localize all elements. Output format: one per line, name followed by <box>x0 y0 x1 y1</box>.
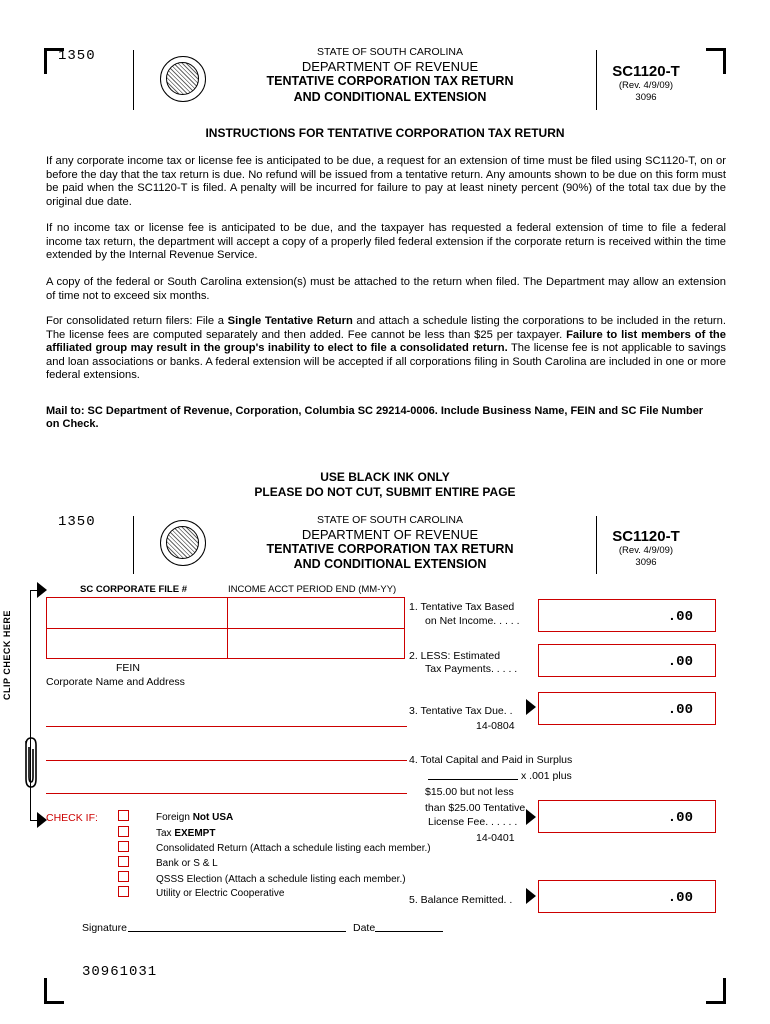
form-code: 3096 <box>635 92 657 103</box>
ink-notice-1: USE BLACK INK ONLY <box>320 470 450 484</box>
instructions-paragraph-4: For consolidated return filers: File a Single Tentative Return and attach a schedule listing the corporations to be included in the return. The license fees are computed separately and then added. Fee cannot be less than $25 per taxpayer. Failure to list members of the affiliated group may result in the group's inability to elect to file a consolidated return. The license fee is not applicable to savings and loan associations or banks. A federal extension will be accepted if all corporations filing in South Carolina are included in one or more federal extensions. <box>46 315 726 382</box>
header2-divider-left <box>133 516 134 574</box>
form-revision-2: (Rev. 4/9/09) <box>618 545 674 556</box>
line3-arrow-icon <box>526 699 536 715</box>
instructions-paragraph-1: If any corporate income tax or license fee is anticipated to be due, a request for an extension of time must be filed using SC1120-T, on or before the day that the tax return is due. No refund will be issued from a tentative return. Any amounts shown to be due on this form must be paid when the SC1120-T is filed. A penalty will be incurred for failure to pay at least ninety percent (90%) of the total tax due by the original due date. <box>46 155 726 208</box>
line1-amount-input[interactable] <box>538 599 716 632</box>
clip-arrow-top-icon <box>37 582 47 598</box>
line2-amount-input[interactable] <box>538 644 716 677</box>
check-if-label: CHECK IF: <box>46 812 98 824</box>
form-code-2: 3096 <box>635 557 657 568</box>
header-divider-right <box>596 50 597 110</box>
line4-label: 4. Total Capital and Paid in Surplus <box>409 754 573 766</box>
line4-amount-input[interactable] <box>538 800 716 833</box>
line3-code: 14-0804 <box>476 720 515 732</box>
date-label: Date <box>353 922 376 934</box>
line5-label: 5. Balance Remitted. . <box>409 894 513 906</box>
form-revision: (Rev. 4/9/09) <box>618 80 674 91</box>
line5-arrow-icon <box>526 888 536 904</box>
corner-mark-top-right <box>706 48 726 74</box>
line3-label: 3. Tentative Tax Due. . <box>409 705 513 717</box>
checkbox-bank[interactable] <box>118 856 129 867</box>
header-title-line2: AND CONDITIONAL EXTENSION <box>293 90 487 104</box>
header2-department: DEPARTMENT OF REVENUE <box>301 527 479 542</box>
header2-state: STATE OF SOUTH CAROLINA <box>316 514 464 526</box>
checkbox-qsss-label: QSSS Election (Attach a schedule listing each member.) <box>156 874 406 885</box>
corner-mark-bottom-right <box>706 978 726 1004</box>
clip-check-label: CLIP CHECK HERE <box>2 610 12 700</box>
address-line-3[interactable] <box>46 793 407 794</box>
header-title-line1: TENTATIVE CORPORATION TAX RETURN <box>266 74 514 88</box>
line1-label: 1. Tentative Tax Based <box>409 601 515 613</box>
mail-to-notice: Mail to: SC Department of Revenue, Corporation, Columbia SC 29214-0006. Include Business Name, FEIN and SC File Number on Check. <box>46 405 704 430</box>
line4-code: 14-0401 <box>476 832 515 844</box>
sc-file-number-input[interactable] <box>46 597 228 629</box>
line4-label-5: License Fee. . . . . . <box>428 816 518 828</box>
fein-input-extension[interactable] <box>227 628 405 659</box>
header-state: STATE OF SOUTH CAROLINA <box>316 46 464 58</box>
header2-title-line1: TENTATIVE CORPORATION TAX RETURN <box>266 542 514 556</box>
paperclip-icon <box>20 735 40 791</box>
fein-label: FEIN <box>116 662 140 674</box>
line4-capital-input-line[interactable] <box>428 779 518 780</box>
checkbox-tax-exempt[interactable] <box>118 826 129 837</box>
line5-cents: .00 <box>667 890 693 906</box>
line3-cents: .00 <box>667 702 693 718</box>
checkbox-utility-label: Utility or Electric Cooperative <box>156 888 285 899</box>
form-code-top: 1350 <box>58 48 96 64</box>
fein-input[interactable] <box>46 628 228 659</box>
signature-label: Signature <box>82 922 127 934</box>
line4-arrow-icon <box>526 809 536 825</box>
line4-cents: .00 <box>667 810 693 826</box>
checkbox-foreign-label: Foreign Not USA <box>156 812 234 823</box>
period-end-label: INCOME ACCT PERIOD END (MM-YY) <box>228 584 397 595</box>
checkbox-bank-label: Bank or S & L <box>156 858 218 869</box>
line4-label-2: x .001 plus <box>521 770 572 782</box>
checkbox-tax-exempt-label: Tax EXEMPT <box>156 828 216 839</box>
header-department: DEPARTMENT OF REVENUE <box>301 59 479 74</box>
instructions-paragraph-3: A copy of the federal or South Carolina extension(s) must be attached to the return when filed. The Department may allow an extension of time not to exceed six months. <box>46 276 726 302</box>
instructions-title: INSTRUCTIONS FOR TENTATIVE CORPORATION TAX RETURN <box>205 126 565 140</box>
form-number-2: SC1120-T <box>612 528 680 545</box>
date-input-line[interactable] <box>375 931 443 932</box>
checkbox-utility[interactable] <box>118 886 129 897</box>
header2-title-line2: AND CONDITIONAL EXTENSION <box>293 557 487 571</box>
header-divider-left <box>133 50 134 110</box>
line4-label-4: than $25.00 Tentative <box>425 802 526 814</box>
form-number: SC1120-T <box>612 63 680 80</box>
address-line-1[interactable] <box>46 726 407 727</box>
header2-divider-right <box>596 516 597 574</box>
checkbox-foreign[interactable] <box>118 810 129 821</box>
line5-amount-input[interactable] <box>538 880 716 913</box>
line2-label: 2. LESS: Estimated <box>409 650 501 662</box>
corner-mark-bottom-left <box>44 978 64 1004</box>
checkbox-consolidated-label: Consolidated Return (Attach a schedule listing each member.) <box>156 843 431 854</box>
footer-code: 30961031 <box>82 964 158 980</box>
checkbox-qsss[interactable] <box>118 871 129 882</box>
ink-notice-2: PLEASE DO NOT CUT, SUBMIT ENTIRE PAGE <box>254 485 516 499</box>
line3-amount-input[interactable] <box>538 692 716 725</box>
line4-label-3: $15.00 but not less <box>425 786 514 798</box>
line1-label-2: on Net Income. . . . . <box>425 615 520 627</box>
line2-cents: .00 <box>667 654 693 670</box>
instructions-paragraph-2: If no income tax or license fee is anticipated to be due, and the taxpayer has requested a federal extension of time to file a federal income tax return, the department will accept a copy of a properly filed federal extension if the corporate return is received within the time extended by the Internal Revenue Service. <box>46 222 726 262</box>
line2-label-2: Tax Payments. . . . . <box>425 663 518 675</box>
address-line-2[interactable] <box>46 760 407 761</box>
line1-cents: .00 <box>667 609 693 625</box>
name-address-label: Corporate Name and Address <box>46 676 185 688</box>
signature-input-line[interactable] <box>128 931 346 932</box>
checkbox-consolidated[interactable] <box>118 841 129 852</box>
period-end-input[interactable] <box>227 597 405 629</box>
sc-file-label: SC CORPORATE FILE # <box>80 584 187 595</box>
form-code-mid: 1350 <box>58 514 96 530</box>
